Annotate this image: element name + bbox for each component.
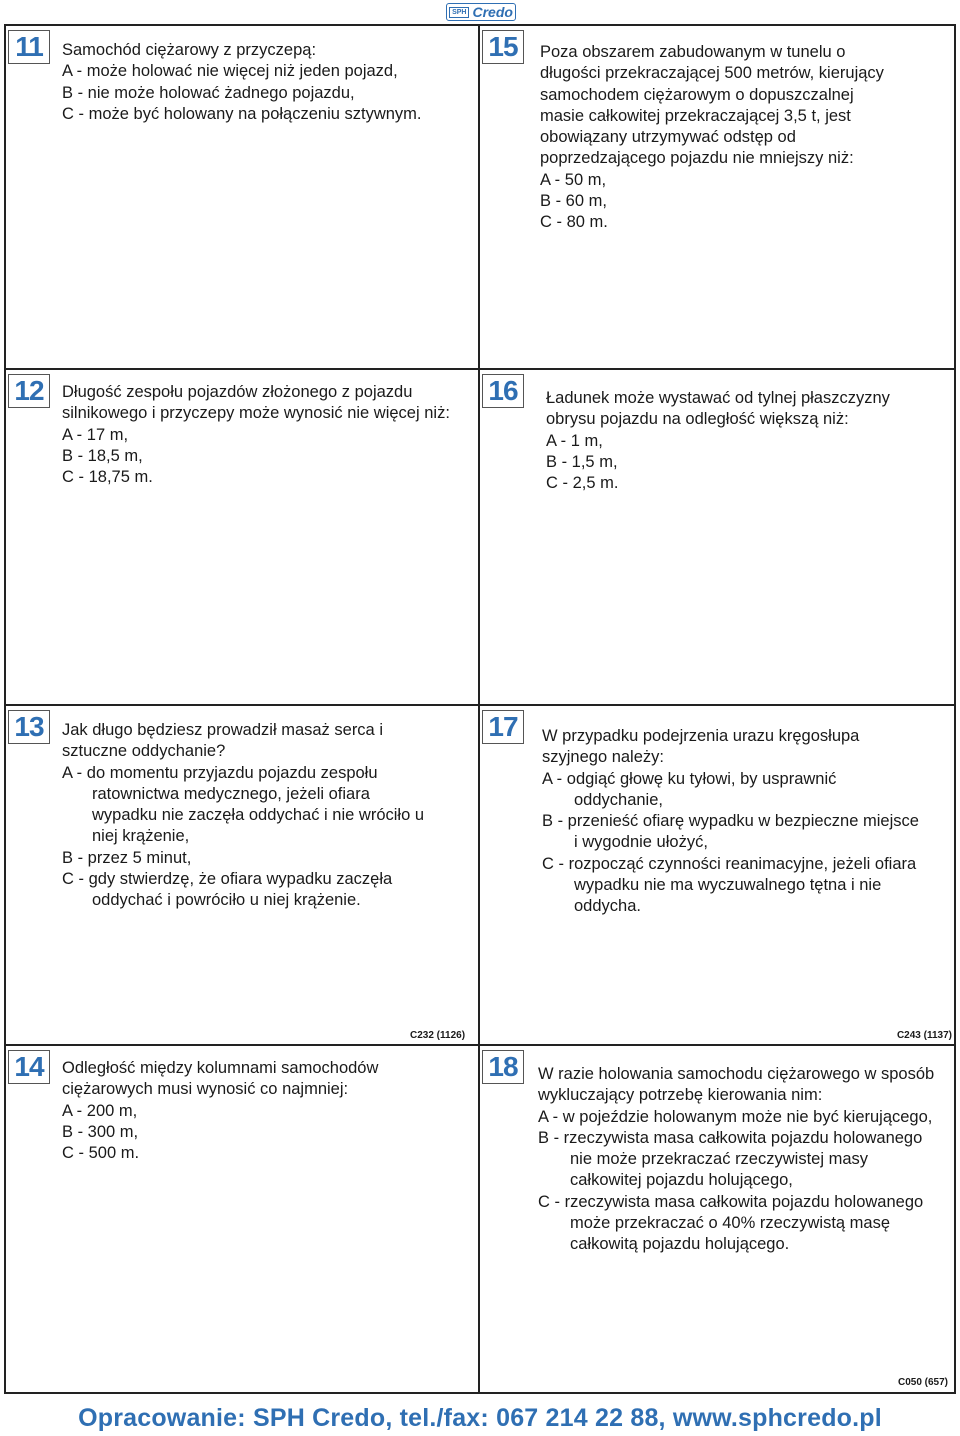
option-key: B - [62,446,88,465]
question-code: C232 (1126) [410,1030,466,1041]
option-key: B - [538,1128,564,1147]
question-number: 12 [8,374,50,408]
option-text: rzeczywista masa całkowita pojazdu holowanego nie może przekraczać rzeczywistej masy całkowitej pojazdu holującego, [563,1128,923,1190]
option-key: A - [542,769,567,788]
options [62,61,470,125]
option-text: może holować nie więcej niż jeden pojazd, [86,62,398,81]
question-card-11 [4,24,480,370]
answer-option [538,1107,940,1128]
answer-option [62,425,470,446]
answer-option [62,869,438,912]
option-text: 18,75 m. [88,468,153,487]
option-key: A - [540,170,565,189]
option-text: odgiąć głowę ku tyłowi, by usprawnić oddychanie, [566,769,837,809]
question-body [538,1064,940,1256]
question-code: C243 (1137) [896,1030,952,1041]
question-body [542,726,924,918]
option-text: 1 m, [570,431,603,450]
option-text: do momentu przyjazdu pojazdu zespołu ratownictwa medycznego, jeżeli ofiara wypadku nie zaczęła oddychać i nie wróciło u niej krążenie, [86,763,425,846]
answer-option [62,1143,428,1164]
option-text: w pojeździe holowanym może nie być kierującego, [562,1107,933,1126]
answer-option [540,191,894,212]
question-body [62,382,470,488]
answer-option [542,769,924,812]
option-text: może być holowany na połączeniu sztywnym. [88,104,422,123]
option-key: B - [546,452,572,471]
option-key: C - [538,1192,565,1211]
question-number: 17 [482,710,524,744]
credo-logo [446,3,516,21]
option-text: 300 m, [87,1122,139,1141]
answer-option [542,811,924,854]
option-text: przez 5 minut, [87,848,192,867]
question-number: 11 [8,30,50,64]
answer-option [62,104,470,125]
question-card-12 [4,368,480,706]
option-key: C - [62,468,89,487]
option-key: B - [62,1122,88,1141]
option-key: A - [62,1101,87,1120]
option-key: C - [540,213,567,232]
question-body [546,388,914,494]
question-number: 14 [8,1050,50,1084]
option-key: C - [62,1144,89,1163]
option-key: C - [546,474,573,493]
question-text: Poza obszarem zabudowanym w tunelu o długości przekraczającej 500 metrów, kierujący samochodem ciężarowym o dopuszczalnej masie całkowitej przekraczającej 3,5 t, jest obowiązany utrzymywać odstęp od poprzedzającego pojazdu nie mniejszy niż: [540,43,884,168]
question-text: Samochód ciężarowy z przyczepą: [62,41,317,59]
question-card-13 [4,704,480,1046]
answer-option [540,212,894,233]
option-text: 60 m, [565,192,607,211]
option-text: 200 m, [86,1101,138,1120]
question-body [62,1058,428,1164]
question-card-18 [478,1044,956,1394]
answer-option [540,170,894,191]
option-key: A - [62,763,87,782]
options [546,431,914,495]
answer-option [538,1192,940,1256]
option-text: rozpocząć czynności reanimacyjne, jeżeli ofiara wypadku nie ma wyczuwalnego tętna i nie oddycha. [568,854,917,916]
options [538,1107,940,1256]
answer-option [62,1122,428,1143]
question-card-14 [4,1044,480,1394]
answer-option [62,1101,428,1122]
question-number: 18 [482,1050,524,1084]
answer-option [546,473,914,494]
question-number: 13 [8,710,50,744]
option-key: A - [546,431,571,450]
option-text: 2,5 m. [572,474,619,493]
option-key: B - [62,83,88,102]
question-text: Odległość między kolumnami samochodów ciężarowych musi wynosić co najmniej: [62,1059,379,1099]
option-text: 1,5 m, [571,452,618,471]
option-key: A - [62,425,87,444]
option-text: 50 m, [564,170,607,189]
question-card-16 [478,368,956,706]
question-text: Jak długo będziesz prowadził masaż serca i sztuczne oddychanie? [62,721,383,761]
answer-option [62,763,438,848]
answer-option [538,1128,940,1192]
option-key: B - [62,848,88,867]
answer-option [62,848,438,869]
answer-option [546,452,914,473]
option-text: 17 m, [86,425,129,444]
options [542,769,924,918]
option-key: B - [542,812,568,831]
question-code: C050 (657) [897,1377,948,1388]
option-key: C - [62,104,89,123]
question-text: W razie holowania samochodu ciężarowego w sposób wykluczający potrzebę kierowania nim: [538,1065,935,1105]
question-card-17 [478,704,956,1046]
option-key: C - [542,854,569,873]
logo-credo: Credo [472,4,513,20]
answer-option [542,854,924,918]
option-text: przenieść ofiarę wypadku w bezpieczne miejsce i wygodnie ułożyć, [567,812,919,852]
question-body [62,720,438,912]
logo-sph: SPH [449,7,469,18]
question-number: 16 [482,374,524,408]
answer-option [62,467,470,488]
footer-credits: Opracowanie: SPH Credo, tel./fax: 067 214 22 88, www.sphcredo.pl [78,1404,882,1432]
question-body [62,40,470,125]
options [540,170,894,234]
option-key: B - [540,192,566,211]
answer-option [62,446,470,467]
question-text: W przypadku podejrzenia urazu kręgosłupa szyjnego należy: [542,727,860,767]
question-text: Długość zespołu pojazdów złożonego z pojazdu silnikowego i przyczepy może wynosić nie więcej niż: [62,383,450,423]
answer-option [62,83,470,104]
question-card-15 [478,24,956,370]
option-text: gdy stwierdzę, że ofiara wypadku zaczęła oddychać i powróciło u niej krążenie. [88,870,393,910]
option-key: A - [538,1107,563,1126]
option-text: nie może holować żadnego pojazdu, [87,83,355,102]
answer-option [62,61,470,82]
options [62,425,470,489]
answer-option [546,431,914,452]
option-key: C - [62,870,89,889]
option-text: 18,5 m, [87,446,143,465]
option-key: A - [62,62,87,81]
question-body [540,42,894,234]
options [62,763,438,912]
question-text: Ładunek może wystawać od tylnej płaszczyzny obrysu pojazdu na odległość większą niż: [546,389,890,429]
options [62,1101,428,1165]
option-text: rzeczywista masa całkowita pojazdu holowanego może przekraczać o 40% rzeczywistą masę całkowitą pojazdu holującego. [564,1192,924,1254]
option-text: 80 m. [566,213,608,232]
option-text: 500 m. [88,1144,140,1163]
question-number: 15 [482,30,524,64]
